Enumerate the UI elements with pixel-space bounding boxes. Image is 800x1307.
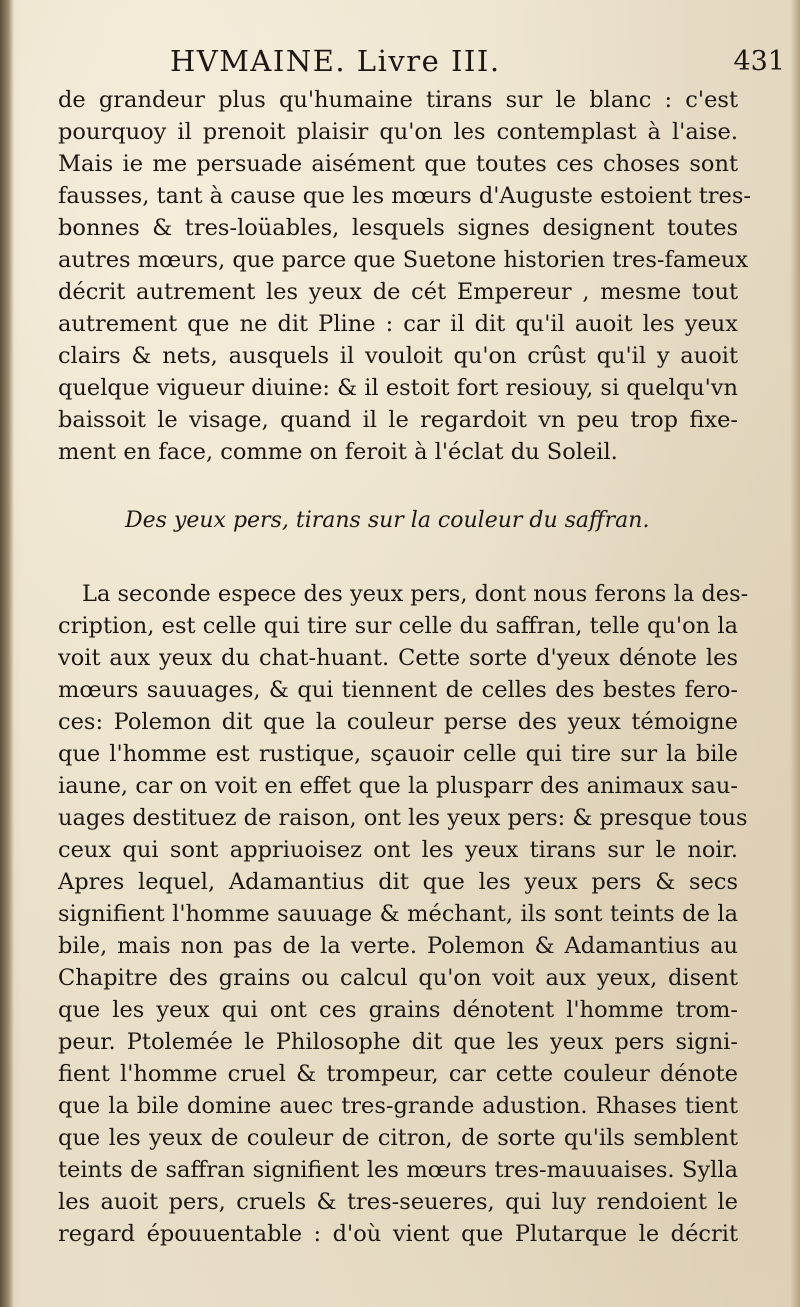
running-head: HVMAINE. Livre III. — [170, 44, 501, 78]
text-line: uages destituez de raison, ont les yeux pers: & presque tous — [58, 805, 748, 831]
text-line: iaune, car on voit en effet que la plusparr des animaux sau- — [58, 773, 738, 799]
section-subheading: Des yeux pers, tirans sur la couleur du saffran. — [125, 508, 650, 533]
text-line: Mais ie me persuade aisément que toutes ces choses sont — [58, 151, 738, 177]
paragraph-continuation — [58, 84, 752, 468]
text-line: pourquoy il prenoit plaisir qu'on les contemplast à l'aise. — [58, 119, 738, 145]
text-line: que les yeux de couleur de citron, de sorte qu'ils semblent — [58, 1125, 738, 1151]
text-line: mœurs sauuages, & qui tiennent de celles des bestes fero- — [58, 677, 738, 703]
text-line: fausses, tant à cause que les mœurs d'Auguste estoient tres- — [58, 183, 752, 209]
page-edge — [790, 0, 800, 1307]
text-line: de grandeur plus qu'humaine tirans sur le blanc : c'est — [58, 87, 738, 113]
paragraph-second-species — [58, 578, 749, 1250]
text-line: Apres lequel, Adamantius dit que les yeux pers & secs — [58, 869, 738, 895]
text-line: bile, mais non pas de la verte. Polemon & Adamantius au — [58, 933, 738, 959]
text-line: les auoit pers, cruels & tres-seueres, qui luy rendoient le — [58, 1189, 738, 1215]
text-line: que la bile domine auec tres-grande adustion. Rhases tient — [58, 1093, 738, 1119]
text-line: fient l'homme cruel & trompeur, car cette couleur dénote — [58, 1061, 738, 1087]
text-line: autrement que ne dit Pline : car il dit qu'il auoit les yeux — [58, 311, 738, 337]
page-number: 431 — [733, 46, 785, 77]
text-line: quelque vigueur diuine: & il estoit fort resiouy, si quelqu'vn — [58, 375, 738, 401]
text-line: signifient l'homme sauuage & méchant, ils sont teints de la — [58, 901, 738, 927]
text-line: clairs & nets, ausquels il vouloit qu'on crûst qu'il y auoit — [58, 343, 738, 369]
text-line: que les yeux qui ont ces grains dénotent l'homme trom- — [58, 997, 738, 1023]
text-line: ment en face, comme on feroit à l'éclat du Soleil. — [58, 439, 618, 465]
text-line: Chapitre des grains ou calcul qu'on voit aux yeux, disent — [58, 965, 738, 991]
page-gutter — [0, 0, 14, 1307]
text-line: cription, est celle qui tire sur celle du saffran, telle qu'on la — [58, 613, 738, 639]
text-line: bonnes & tres-loüables, lesquels signes designent toutes — [58, 215, 738, 241]
text-line: ces: Polemon dit que la couleur perse des yeux témoigne — [58, 709, 738, 735]
text-line: voit aux yeux du chat-huant. Cette sorte d'yeux dénote les — [58, 645, 738, 671]
text-line: baissoit le visage, quand il le regardoit vn peu trop fixe- — [58, 407, 738, 433]
text-line: regard épouuentable : d'où vient que Plutarque le décrit — [58, 1221, 738, 1247]
text-line: ceux qui sont appriuoisez ont les yeux tirans sur le noir. — [58, 837, 738, 863]
text-line: teints de saffran signifient les mœurs tres-mauuaises. Sylla — [58, 1157, 738, 1183]
text-line: autres mœurs, que parce que Suetone historien tres-fameux — [58, 247, 749, 273]
text-line: La seconde espece des yeux pers, dont nous ferons la des- — [82, 581, 749, 607]
text-line: que l'homme est rustique, sçauoir celle qui tire sur la bile — [58, 741, 738, 767]
text-line: peur. Ptolemée le Philosophe dit que les yeux pers signi- — [58, 1029, 738, 1055]
text-line: décrit autrement les yeux de cét Empereur , mesme tout — [58, 279, 738, 305]
page-header — [60, 44, 785, 84]
